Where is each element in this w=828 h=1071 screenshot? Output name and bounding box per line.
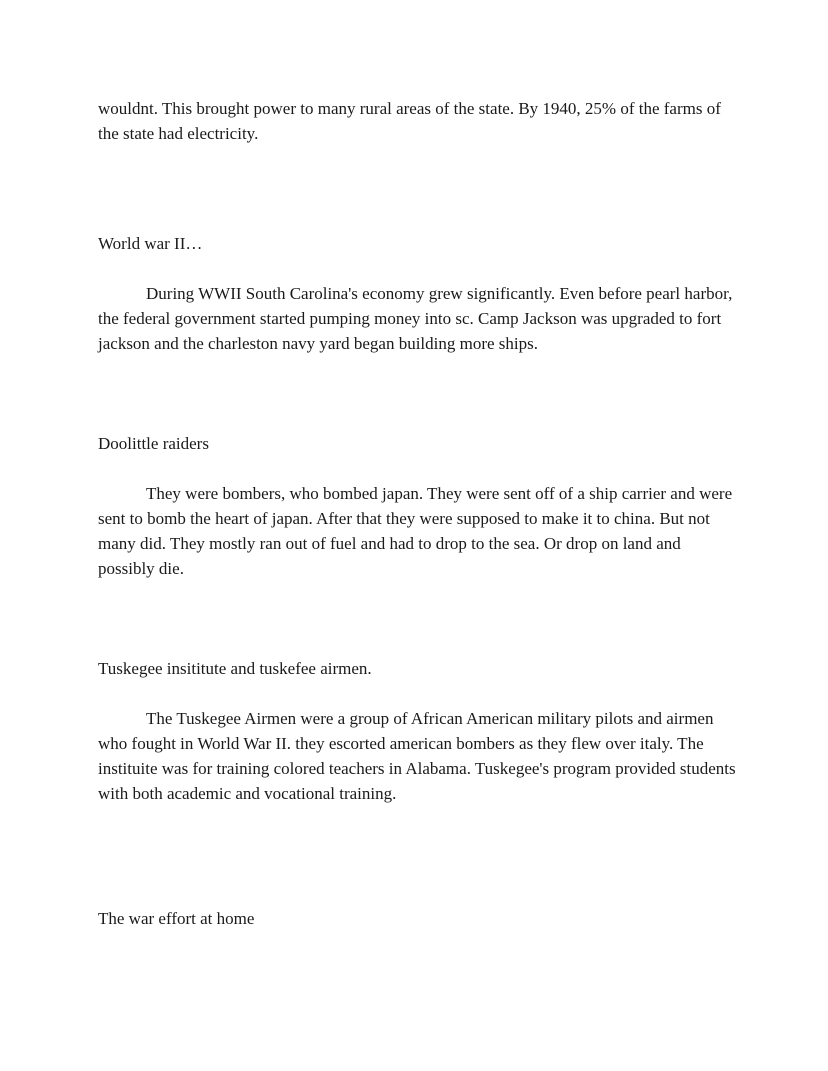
section-body-tuskegee: The Tuskegee Airmen were a group of African American military pilots and airmen who fought in World War II. they escorted american bombers as they flew over italy. The instituite was for training colored teachers in Alabama. Tuskegee's program provided students with both academic and vocational training. bbox=[98, 709, 736, 803]
section-body-doolittle-raiders: They were bombers, who bombed japan. They were sent off of a ship carrier and were sent to bomb the heart of japan. After that they were supposed to make it to china. But not many did. They mostly ran out of fuel and had to drop to the sea. Or drop on land and possibly die. bbox=[98, 484, 733, 578]
section-body-world-war-ii: During WWII South Carolina's economy grew significantly. Even before pearl harbor, the federal government started pumping money into sc. Camp Jackson was upgraded to fort jackson and the charleston navy yard began building more ships. bbox=[98, 284, 733, 353]
intro-paragraph: wouldnt. This brought power to many rural areas of the state. By 1940, 25% of the farms of the state had electricity. bbox=[98, 99, 721, 143]
section-heading-tuskegee: Tuskegee insititute and tuskefee airmen. bbox=[98, 659, 372, 678]
section-heading-world-war-ii: World war II… bbox=[98, 234, 203, 253]
document-page bbox=[98, 96, 738, 931]
section-heading-war-effort-at-home: The war effort at home bbox=[98, 909, 255, 928]
section-heading-doolittle-raiders: Doolittle raiders bbox=[98, 434, 209, 453]
